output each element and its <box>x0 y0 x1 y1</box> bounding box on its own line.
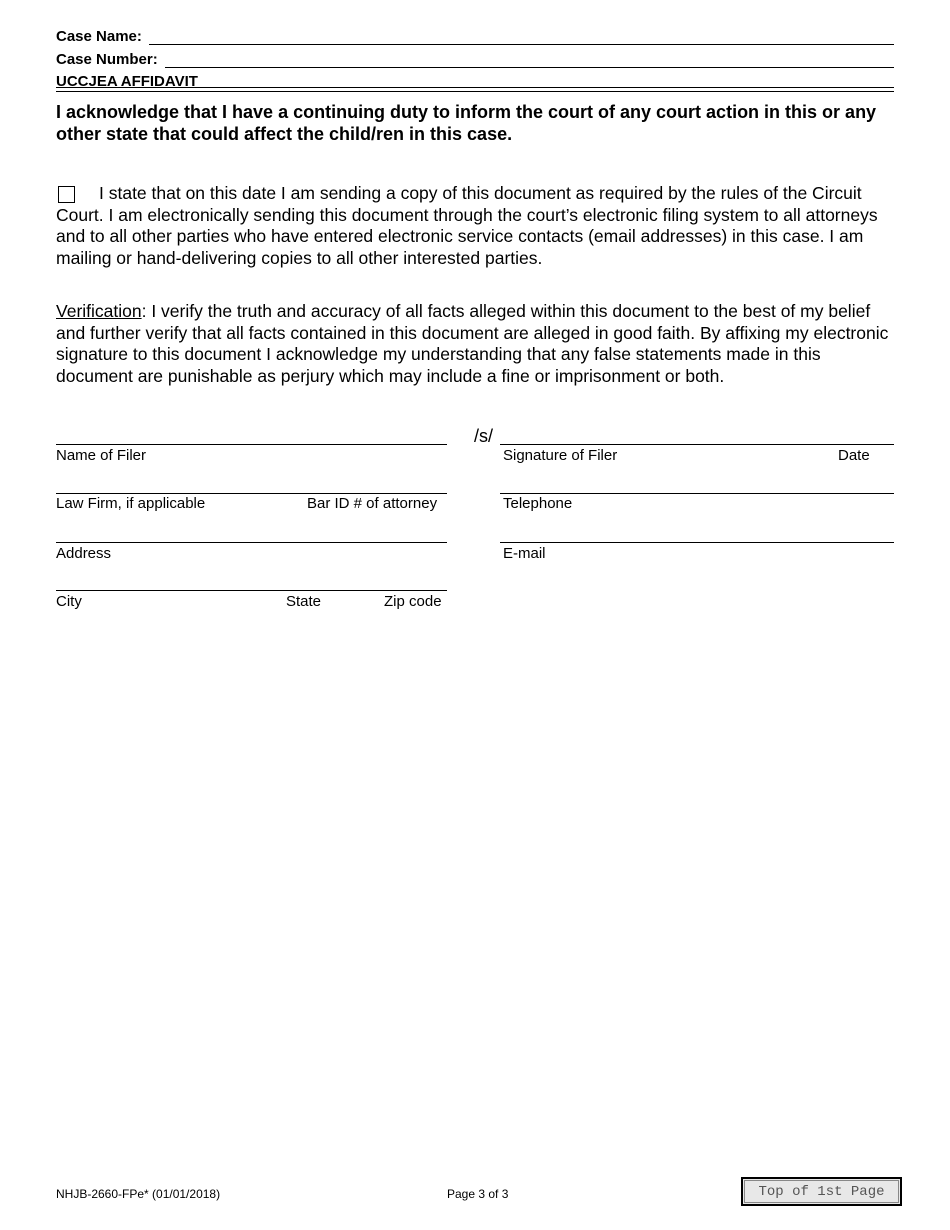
date-label: Date <box>838 447 870 464</box>
city-state-zip-field[interactable] <box>56 590 447 591</box>
city-label: City <box>56 593 82 610</box>
page-number: Page 3 of 3 <box>447 1187 509 1201</box>
service-text: I state that on this date I am sending a copy of this document as required by the rules of the Circuit Court. I am electronically sending this document through the court’s electronic filing system to all attorneys and to all other parties who have entered electronic service contacts (email addresses) in this case. I am mailing or hand-delivering copies to all other interested parties. <box>56 183 878 268</box>
signature-prefix: /s/ <box>474 426 494 446</box>
email-label: E-mail <box>503 545 546 562</box>
signature-field[interactable] <box>500 444 894 445</box>
name-of-filer-field[interactable] <box>56 444 447 445</box>
address-label: Address <box>56 545 112 562</box>
case-number-field[interactable] <box>165 67 894 68</box>
top-of-first-page-button[interactable]: Top of 1st Page <box>741 1177 902 1206</box>
form-id: NHJB-2660-FPe* (01/01/2018) <box>56 1187 221 1201</box>
signature-of-filer-label: Signature of Filer <box>503 447 618 464</box>
verification-paragraph <box>56 301 896 387</box>
header-divider <box>56 87 894 92</box>
name-of-filer-label: Name of Filer <box>56 447 147 464</box>
telephone-label: Telephone <box>503 495 573 512</box>
verification-label: Verification <box>56 301 142 321</box>
form-title: UCCJEA AFFIDAVIT <box>56 73 198 90</box>
telephone-field[interactable] <box>500 493 894 494</box>
case-number-label: Case Number: <box>56 51 158 68</box>
address-field[interactable] <box>56 542 447 543</box>
acknowledgement-text: I acknowledge that I have a continuing duty to inform the court of any court action in this or any other state that could affect the child/ren in this case. <box>56 102 877 144</box>
service-paragraph <box>56 183 896 269</box>
case-name-label: Case Name: <box>56 28 142 45</box>
state-label: State <box>286 593 322 610</box>
zip-label: Zip code <box>384 593 442 610</box>
bar-id-label: Bar ID # of attorney <box>307 495 438 512</box>
law-firm-field[interactable] <box>56 493 447 494</box>
law-firm-label: Law Firm, if applicable <box>56 495 206 512</box>
email-field[interactable] <box>500 542 894 543</box>
verification-text: : I verify the truth and accuracy of all facts alleged within this document to the best of my belief and further verify that all facts contained in this document are alleged in good faith. By affixing my electronic signature to this document I acknowledge my understanding that any false statements made in this document are punishable as perjury which may include a fine or imprisonment or both. <box>56 301 889 386</box>
case-name-field[interactable] <box>149 44 894 45</box>
